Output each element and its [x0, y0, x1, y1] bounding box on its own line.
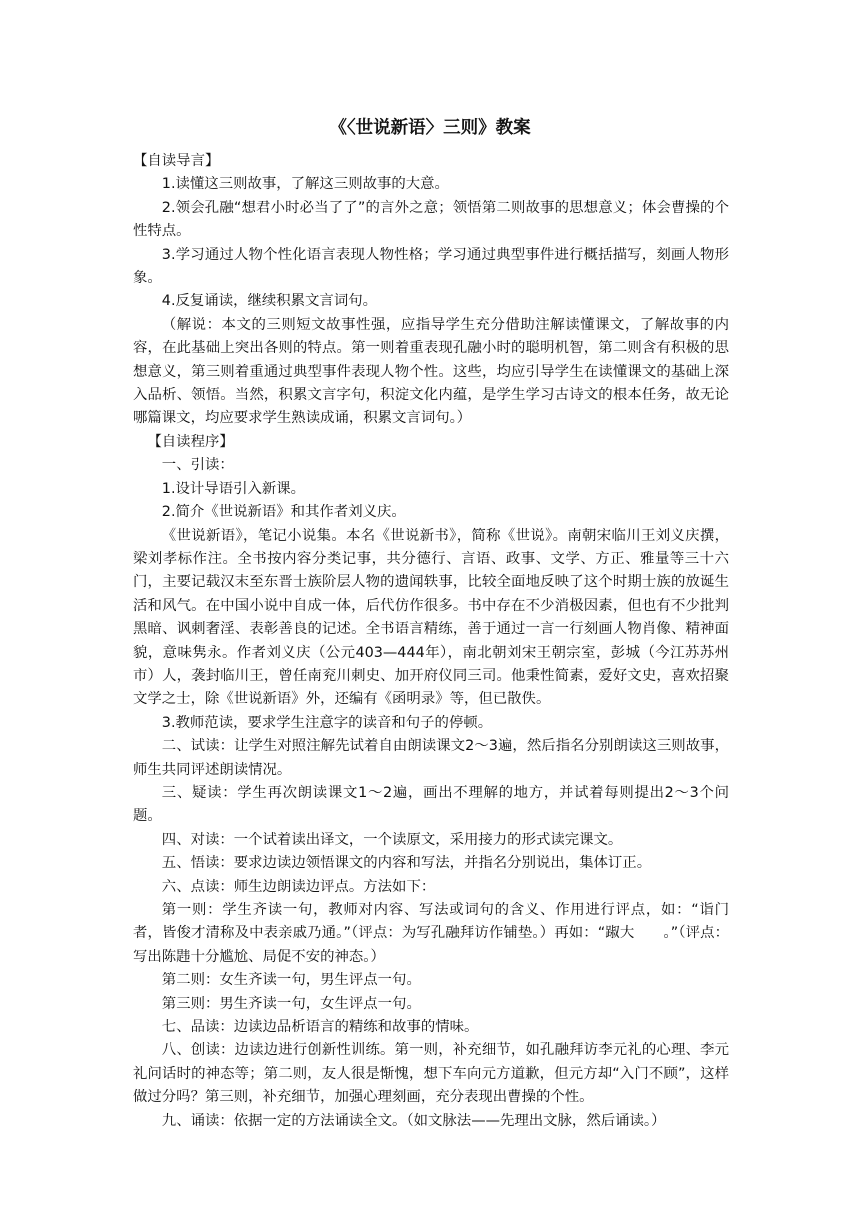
paragraph: 一、引读：: [161, 457, 234, 474]
paragraph: 4.反复诵读，继续积累文言词句。: [161, 293, 377, 310]
paragraph: 1.设计导语引入新课。: [161, 480, 306, 497]
document-body: [133, 150, 729, 1133]
paragraph: 2.领会孔融“想君小时必当了了”的言外之意；领悟第二则故事的思想意义；体会曹操的个性特点。: [133, 199, 729, 240]
paragraph: 3.教师范读，要求学生注意字的读音和句子的停顿。: [161, 714, 493, 731]
paragraph: 四、对读：一个试着读出译文，一个读原文，采用接力的形式读完课文。: [161, 831, 623, 848]
document-title: 《〈世说新语〉三则》教案: [329, 118, 531, 138]
paragraph: 五、悟读：要求边读边领悟课文的内容和写法，并指名分别说出，集体订正。: [161, 855, 652, 872]
paragraph: 3.学习通过人物个性化语言表现人物性格；学习通过典型事件进行概括描写，刻画人物形象。: [133, 246, 729, 287]
paragraph: 第二则：女生齐读一句，男生评点一句。: [161, 972, 421, 989]
paragraph: 2.简介《世说新语》和其作者刘义庆。: [161, 504, 406, 521]
paragraph: 第一则：学生齐读一句，教师对内容、写法或词句的含义、作用进行评点，如：“诣门者，皆俊才清称及中表亲戚乃通。”（评点：为写孔融拜访作铺垫。）再如：“踧大 。”（评点：写出陈韪十分尴尬、局促不安的神态。）: [133, 902, 729, 965]
paragraph: 《世说新语》，笔记小说集。本名《世说新书》，简称《世说》。南朝宋临川王刘义庆撰，梁刘孝标作注。全书按内容分类记事，共分德行、言语、政事、文学、方正、雅量等三十六门，主要记载汉末至东晋士族阶层人物的遗闻轶事，比较全面地反映了这个时期士族的放诞生活和风气。在中国小说中自成一体，后代仿作很多。书中存在不少消极因素，但也有不少批判黑暗、讽刺奢淫、表彰善良的记述。全书语言精练，善于通过一言一行刻画人物肖像、精神面貌，意味隽永。作者刘义庆（公元403—444年），南北朝刘宋王朝宗室，彭城（今江苏苏州市）人，袭封临川王，曾任南兖川刺史、加开府仪同三司。他秉性简素，爱好文史，喜欢招聚文学之士，除《世说新语》外，还编有《函明录》等，但已散佚。: [133, 527, 729, 708]
paragraph: 1.读懂这三则故事，了解这三则故事的大意。: [161, 176, 449, 193]
paragraph: 八、创读：边读边进行创新性训练。第一则，补充细节，如孔融拜访李元礼的心理、李元礼问话时的神态等；第二则，友人很是惭愧，想下车向元方道歉，但元方却“入门不顾”，这样做过分吗？第三则，补充细节，加强心理刻画，充分表现出曹操的个性。: [133, 1042, 729, 1106]
paragraph: 七、品读：边读边品析语言的精练和故事的情味。: [161, 1019, 479, 1036]
paragraph: 二、试读：让学生对照注解先试着自由朗读课文2～3遍，然后指名分别朗读这三则故事，师生共同评述朗读情况。: [133, 738, 729, 778]
section-heading: 【自读导言】: [133, 153, 220, 169]
section-heading: 【自读程序】: [147, 433, 234, 450]
paragraph: 三、疑读：学生再次朗读课文1～2遍，画出不理解的地方，并试着每则提出2～3个问题。: [133, 784, 729, 825]
paragraph: 六、点读：师生边朗读边评点。方法如下：: [161, 878, 436, 895]
paragraph: 第三则：男生齐读一句，女生评点一句。: [161, 995, 421, 1012]
paragraph: 九、诵读：依据一定的方法诵读全文。（如文脉法——先理出文脉，然后诵读。）: [161, 1112, 666, 1129]
paragraph: （解说：本文的三则短文故事性强，应指导学生充分借助注解读懂课文，了解故事的内容，在此基础上突出各则的特点。第一则着重表现孔融小时的聪明机智，第二则含有积极的思想意义，第三则着重通过典型事件表现人物个性。这些，均应引导学生在读懂课文的基础上深入品析、领悟。当然，积累文言字句，积淀文化内蕴，是学生学习古诗文的根本任务，故无论哪篇课文，均应要求学生熟读成诵，积累文言词句。）: [133, 316, 729, 427]
